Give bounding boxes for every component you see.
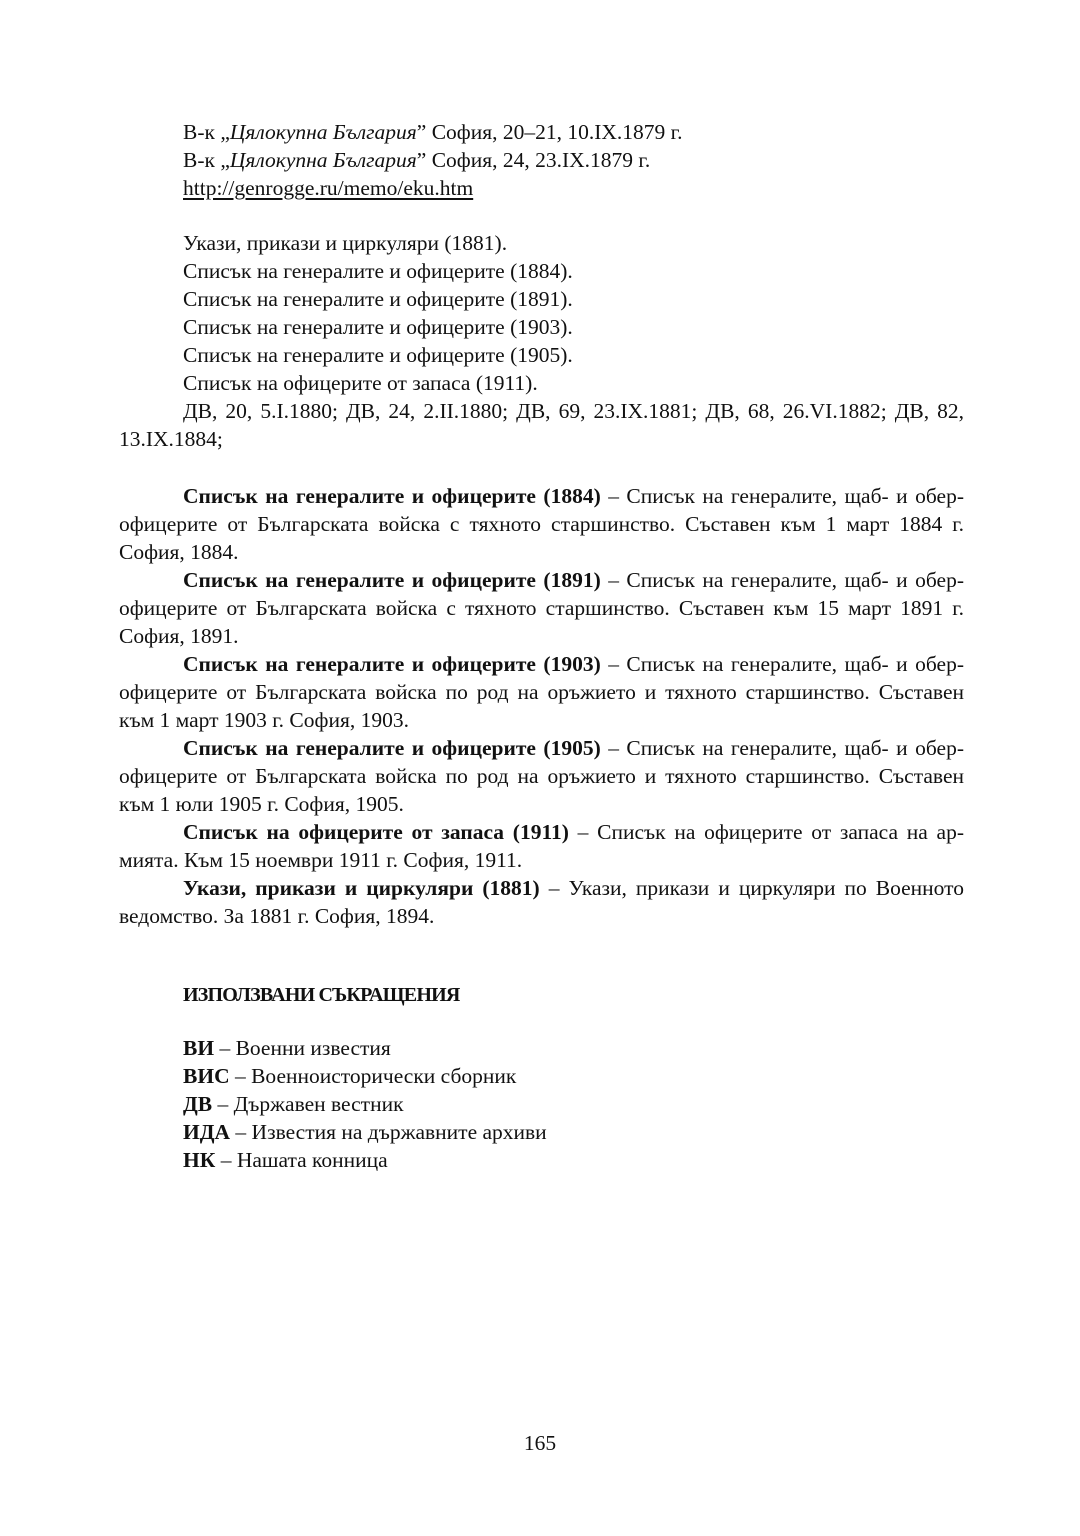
abbreviation-meaning: – Военноисторически сборник bbox=[229, 1064, 517, 1088]
abbreviation-item bbox=[183, 1118, 547, 1146]
source-item: Списък на офицерите от запаса (1911). bbox=[183, 371, 538, 395]
abbreviation-meaning: – Нашата конница bbox=[215, 1148, 388, 1172]
abbreviations-heading: ИЗПОЛЗВАНИ СЪКРАЩЕНИЯ bbox=[183, 984, 460, 1006]
page-number: 165 bbox=[523, 1431, 557, 1455]
abbreviation: НК bbox=[183, 1148, 216, 1172]
description-title: Списък на офицерите от запаса (1911) bbox=[183, 820, 569, 844]
description-title: Списък на генералите и офицерите (1884) bbox=[183, 484, 601, 508]
source-item: Укази, прикази и циркуляри (1881). bbox=[183, 231, 508, 255]
abbreviation-item bbox=[183, 1062, 547, 1090]
newspaper-title: Цялокупна България bbox=[229, 120, 417, 144]
source-item: Списък на генералите и офицерите (1884). bbox=[183, 259, 573, 283]
abbreviation-meaning: – Военни известия bbox=[214, 1036, 391, 1060]
abbreviation-item bbox=[183, 1146, 547, 1174]
abbreviation: ДВ bbox=[183, 1092, 213, 1116]
newspaper-title: Цялокупна България bbox=[229, 148, 417, 172]
web-link[interactable]: http://genrogge.ru/memo/eku.htm bbox=[183, 176, 474, 200]
source-descriptions bbox=[119, 482, 964, 930]
abbreviation-item bbox=[183, 1034, 547, 1062]
source-item: Списък на генералите и офицерите (1903). bbox=[183, 315, 573, 339]
description-title: Списък на генералите и офицерите (1891) bbox=[183, 568, 601, 592]
source-item: Списък на генералите и офицерите (1891). bbox=[183, 287, 573, 311]
description-entry: Списък на генералите и офицерите (1891) – Списък на генералите, щаб- и обер- офицерите от Българската войска с тяхното старшинство. Съставен към 15 март 1891 г. София, 1891. bbox=[119, 568, 964, 648]
description-title: Списък на генералите и офицерите (1903) bbox=[183, 652, 601, 676]
web-link-line bbox=[119, 174, 964, 202]
abbreviation-meaning: – Известия на държавните архиви bbox=[230, 1120, 547, 1144]
abbreviations-list bbox=[183, 1034, 547, 1174]
description-entry: Списък на генералите и офицерите (1903) – Списък на генералите, щаб- и обер- офицерите от Българската войска по род на оръжието и тяхното старшинство. Съставен към 1 март 1903 г. София, 1903. bbox=[119, 652, 964, 732]
dv-references-line-1: ДВ, 20, 5.I.1880; ДВ, 24, 2.II.1880; ДВ, 69, 23.IX.1881; ДВ, 68, 26.VI.1882; ДВ, 82, bbox=[183, 399, 964, 423]
description-title: Списък на генералите и офицерите (1905) bbox=[183, 736, 601, 760]
dv-references-line-2: 13.IX.1884; bbox=[119, 427, 223, 451]
abbreviation-item bbox=[183, 1090, 547, 1118]
description-entry: Укази, прикази и циркуляри (1881) – Укази, прикази и циркуляри по Военното ведомство. За 1881 г. София, 1894. bbox=[119, 876, 964, 928]
description-entry: Списък на генералите и офицерите (1905) – Списък на генералите, щаб- и обер- офицерите от Българската войска по род на оръжието и тяхното старшинство. Съставен към 1 юли 1905 г. София, 1905. bbox=[119, 736, 964, 816]
description-title: Укази, прикази и циркуляри (1881) bbox=[183, 876, 540, 900]
description-entry: Списък на генералите и офицерите (1884) – Списък на генералите, щаб- и обер- офицерите от Българската войска с тяхното старшинство. Съставен към 1 март 1884 г. София, 1884. bbox=[119, 484, 964, 564]
description-entry: Списък на офицерите от запаса (1911) – Списък на офицерите от запаса на ар- мията. Към 15 ноември 1911 г. София, 1911. bbox=[119, 820, 965, 872]
source-item: Списък на генералите и офицерите (1905). bbox=[183, 343, 573, 367]
source-list bbox=[119, 229, 964, 453]
newspaper-ref-1: В-к „Цялокупна България” София, 20–21, 10.IX.1879 г. bbox=[183, 120, 683, 144]
newspaper-ref-2: В-к „Цялокупна България” София, 24, 23.IX.1879 г. bbox=[183, 148, 651, 172]
abbreviation: ВИС bbox=[183, 1064, 230, 1088]
abbreviation: ВИ bbox=[183, 1036, 215, 1060]
newspaper-references bbox=[119, 118, 964, 202]
abbreviation-meaning: – Държавен вестник bbox=[212, 1092, 404, 1116]
abbreviation: ИДА bbox=[183, 1120, 231, 1144]
